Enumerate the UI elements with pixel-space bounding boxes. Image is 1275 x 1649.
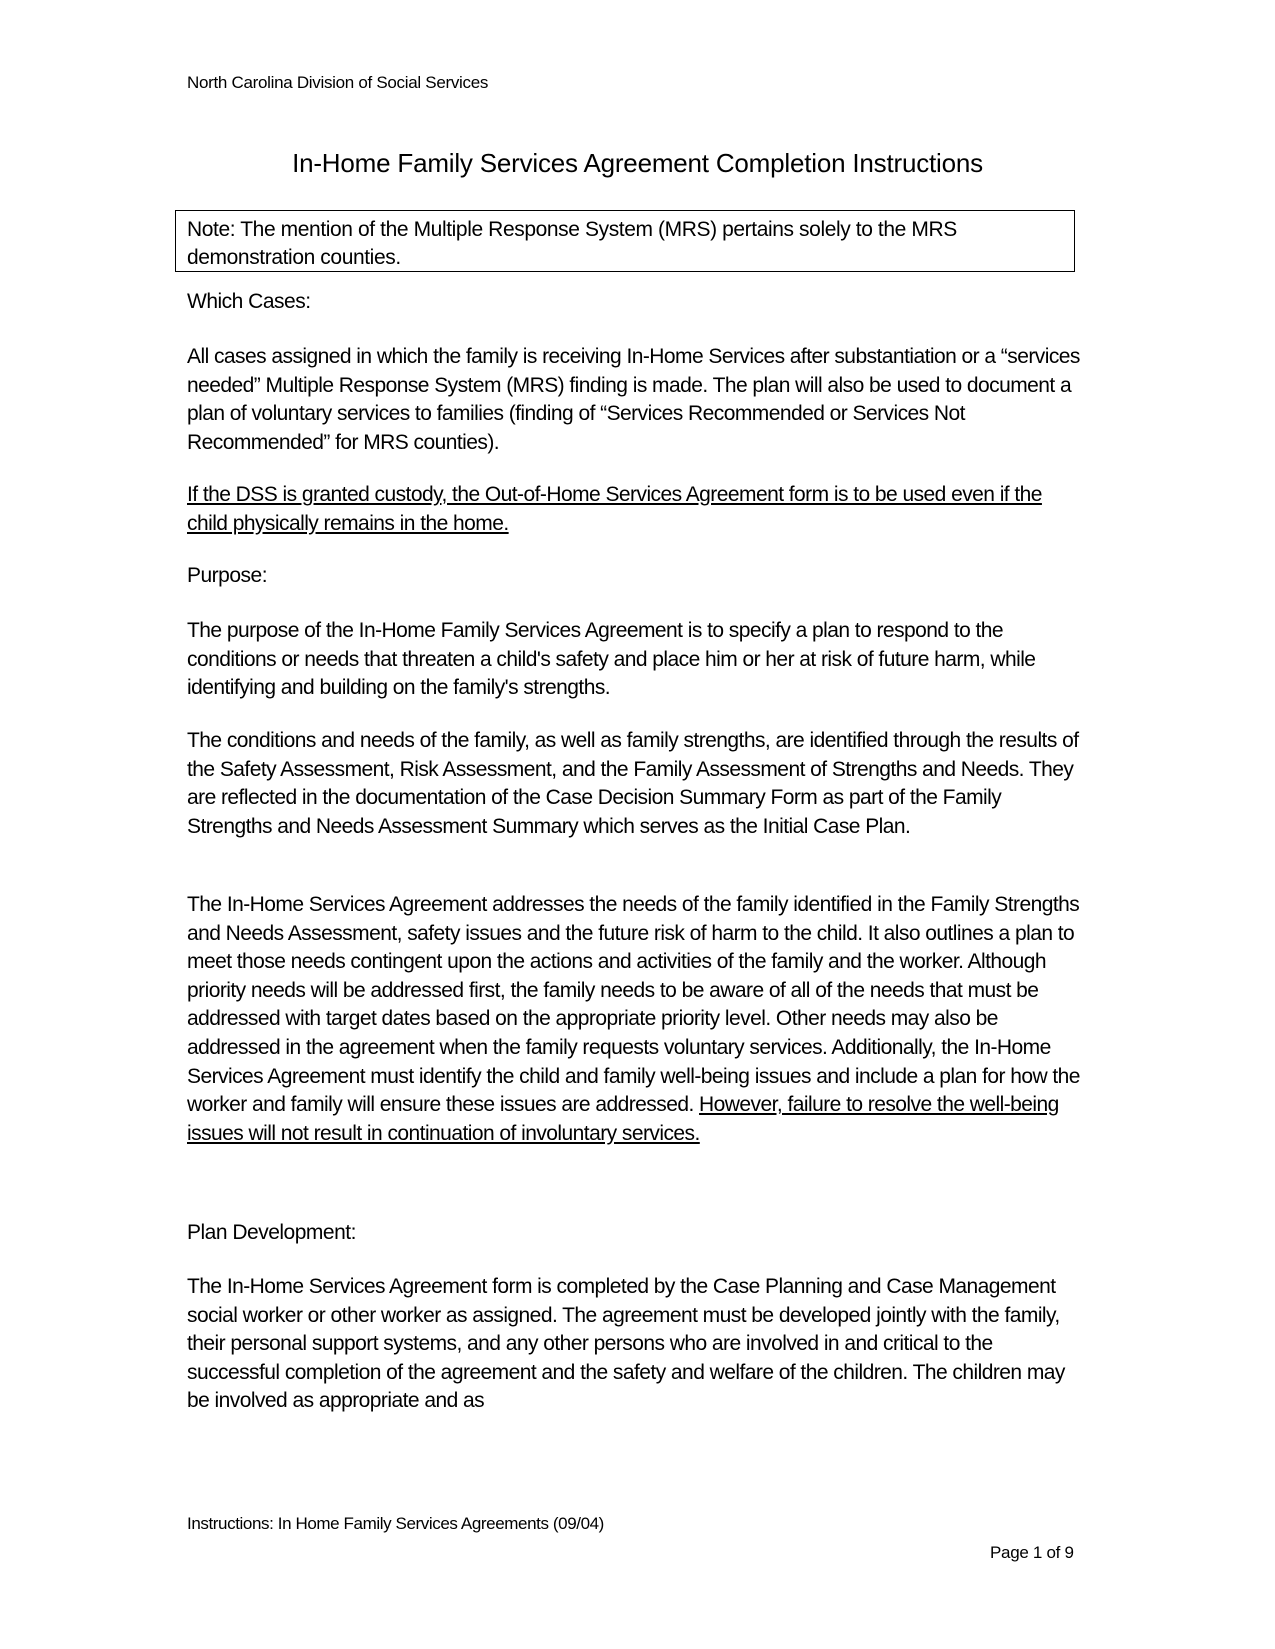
- well-being-note: However, failure to resolve the well-being issues will not result in continuation of involuntary services.: [187, 1093, 1059, 1145]
- footer-document: Instructions: In Home Family Services Agreements (09/04): [187, 1514, 604, 1533]
- document-title: In-Home Family Services Agreement Completion Instructions: [292, 148, 983, 178]
- purpose-paragraph-1: The purpose of the In-Home Family Services Agreement is to specify a plan to respond to the conditions or needs that threaten a child's safety and place him or her at risk of future harm, while identifying and building on the family's strengths.: [187, 619, 1036, 700]
- which-cases-paragraph: All cases assigned in which the family is receiving In-Home Services after substantiation or a “services needed” Multiple Response System (MRS) finding is made. The plan will also be used to document a plan of voluntary services to families (finding of “Services Recommended or Services Not Recommended” for MRS counties).: [187, 345, 1080, 454]
- purpose-paragraph-3: [187, 891, 1087, 1148]
- purpose-paragraph-3-text: The In-Home Services Agreement addresses the needs of the family identified in the Family Strengths and Needs Assessment, safety issues and the future risk of harm to the child. It also outlines a plan to meet those needs contingent upon the actions and activities of the family and the worker. Although priority needs will be addressed first, the family needs to be aware of all of the needs that must be addressed with target dates based on the appropriate priority level. Other needs may also be addressed in the agreement when the family requests voluntary services. Additionally, the In-Home Services Agreement must identify the child and family well-being issues and include a plan for how the worker and family will ensure these issues are addressed.: [187, 893, 1080, 1117]
- custody-note: If the DSS is granted custody, the Out-of-Home Services Agreement form is to be used even if the child physically remains in the home.: [187, 483, 1042, 535]
- purpose-heading: Purpose:: [187, 564, 268, 587]
- plan-development-paragraph: The In-Home Services Agreement form is completed by the Case Planning and Case Management social worker or other worker as assigned. The agreement must be developed jointly with the family, their personal support systems, and any other persons who are involved in and critical to the successful completion of the agreement and the safety and welfare of the children. The children may be involved as appropriate and as: [187, 1275, 1065, 1413]
- plan-development-heading: Plan Development:: [187, 1221, 356, 1244]
- page-number: Page 1 of 9: [990, 1543, 1074, 1562]
- agency-header: North Carolina Division of Social Services: [187, 73, 489, 92]
- note-box: Note: The mention of the Multiple Response System (MRS) pertains solely to the MRS demonstration counties.: [175, 210, 1075, 272]
- purpose-paragraph-2: The conditions and needs of the family, as well as family strengths, are identified through the results of the Safety Assessment, Risk Assessment, and the Family Assessment of Strengths and Needs. They are reflected in the documentation of the Case Decision Summary Form as part of the Family Strengths and Needs Assessment Summary which serves as the Initial Case Plan.: [187, 729, 1079, 838]
- which-cases-heading: Which Cases:: [187, 290, 311, 313]
